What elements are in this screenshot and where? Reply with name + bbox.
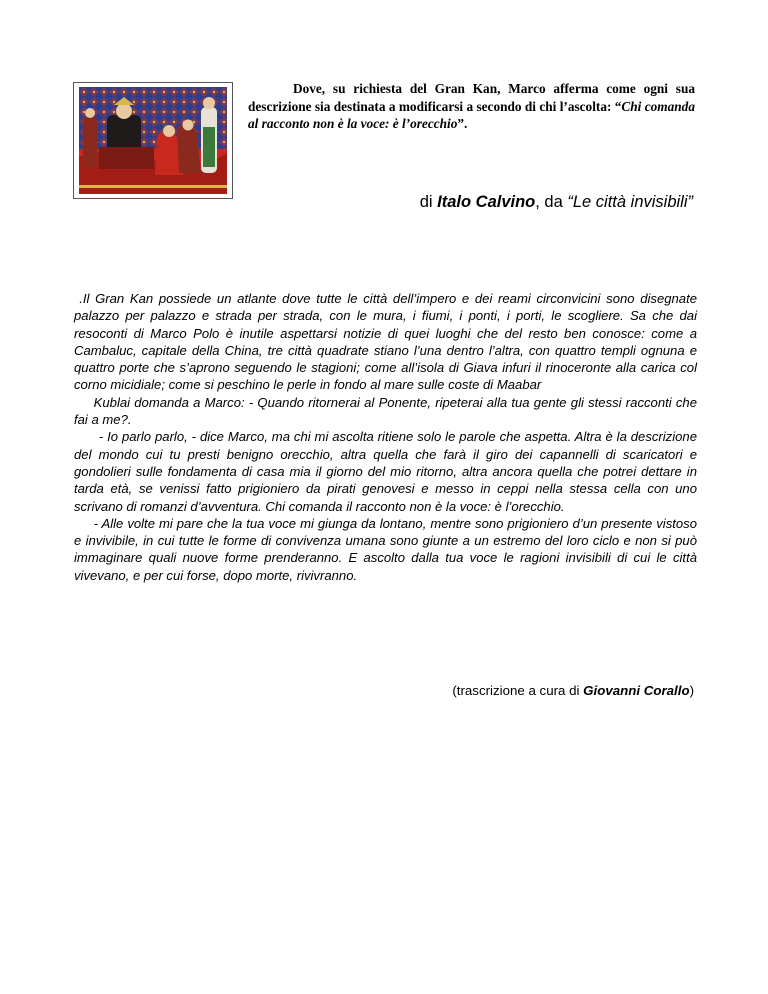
byline-prefix: di [419, 193, 438, 211]
intro-quote: Chi comanda al racconto non è la voce: è l’orecchio [248, 98, 695, 131]
credit-prefix: (trascrizione a cura di [452, 683, 584, 698]
paragraph-4: - Alle volte mi pare che la tua voce mi giunga da lontano, mentre sono prigioniero d’un presente vistoso e invivibile, in cui tutte le forme di convivenza umana sono giunte a un estremo del loro ciclo e non si può immaginare quali nuove forme prenderanno. E ascolto dalla tua voce le ragioni invisibili di cui le città vivevano, e per cui forse, dopo morte, rivivranno. [74, 515, 697, 583]
medieval-miniature-image [73, 82, 233, 199]
work-title: “Le città invisibili” [567, 193, 693, 211]
transcriber-name: Giovanni Corallo [583, 683, 690, 698]
miniature-illustration-icon [79, 87, 227, 194]
transcription-credit [380, 683, 694, 698]
intro-paragraph [248, 80, 695, 133]
intro-quote-open: “ [614, 98, 622, 114]
credit-suffix: ) [689, 683, 694, 698]
byline-middle: , da [535, 193, 568, 211]
intro-quote-close: ”. [457, 116, 468, 131]
author-name: Italo Calvino [437, 193, 536, 211]
paragraph-1: .Il Gran Kan possiede un atlante dove tutte le città dell’impero e dei reami circonvicini sono disegnate palazzo per palazzo e strada per strada, con le mura, i fiumi, i ponti, i porti, le scogliere. Sa che dai resoconti di Marco Polo è inutile aspettarsi notizie di quei luoghi che del resto ben conosce: come a Cambaluc, capitale della China, tre città quadrate stiano l’una dentro l’altra, con quattro templi ognuna e quattro porte che s’aprono seguendo le stagioni; come all’isola di Giava infuri il rinoceronte alla carica col corno micidiale; come si peschino le perle in fondo al mare sulle coste di Maabar [74, 291, 697, 393]
paragraph-2: Kublai domanda a Marco: - Quando ritornerai al Ponente, ripeterai alla tua gente gli stessi racconti che fai a me?. [74, 394, 697, 428]
story-body [74, 290, 697, 584]
paragraph-3: - Io parlo parlo, - dice Marco, ma chi mi ascolta ritiene solo le parole che aspetta. Altra è la descrizione del mondo cui tu presti benigno orecchio, altra quella che farà il giro dei capannelli di scaricatori e gondolieri sulle fondamenta di casa mia il giorno del mio ritorno, altra ancora quella che potrei dettare in tarda età, se venissi fatto prigioniero da pirati genovesi e messo in ceppi nella stessa cella con uno scrivano di romanzi d’avventura. Chi comanda il racconto non è la voce: è l’orecchio. [74, 429, 697, 514]
byline [250, 193, 693, 212]
intro-text: Dove, su richiesta del Gran Kan, Marco afferma come ogni sua descrizione sia destinata a modificarsi a secondo di chi l’ascolta: [248, 81, 695, 114]
